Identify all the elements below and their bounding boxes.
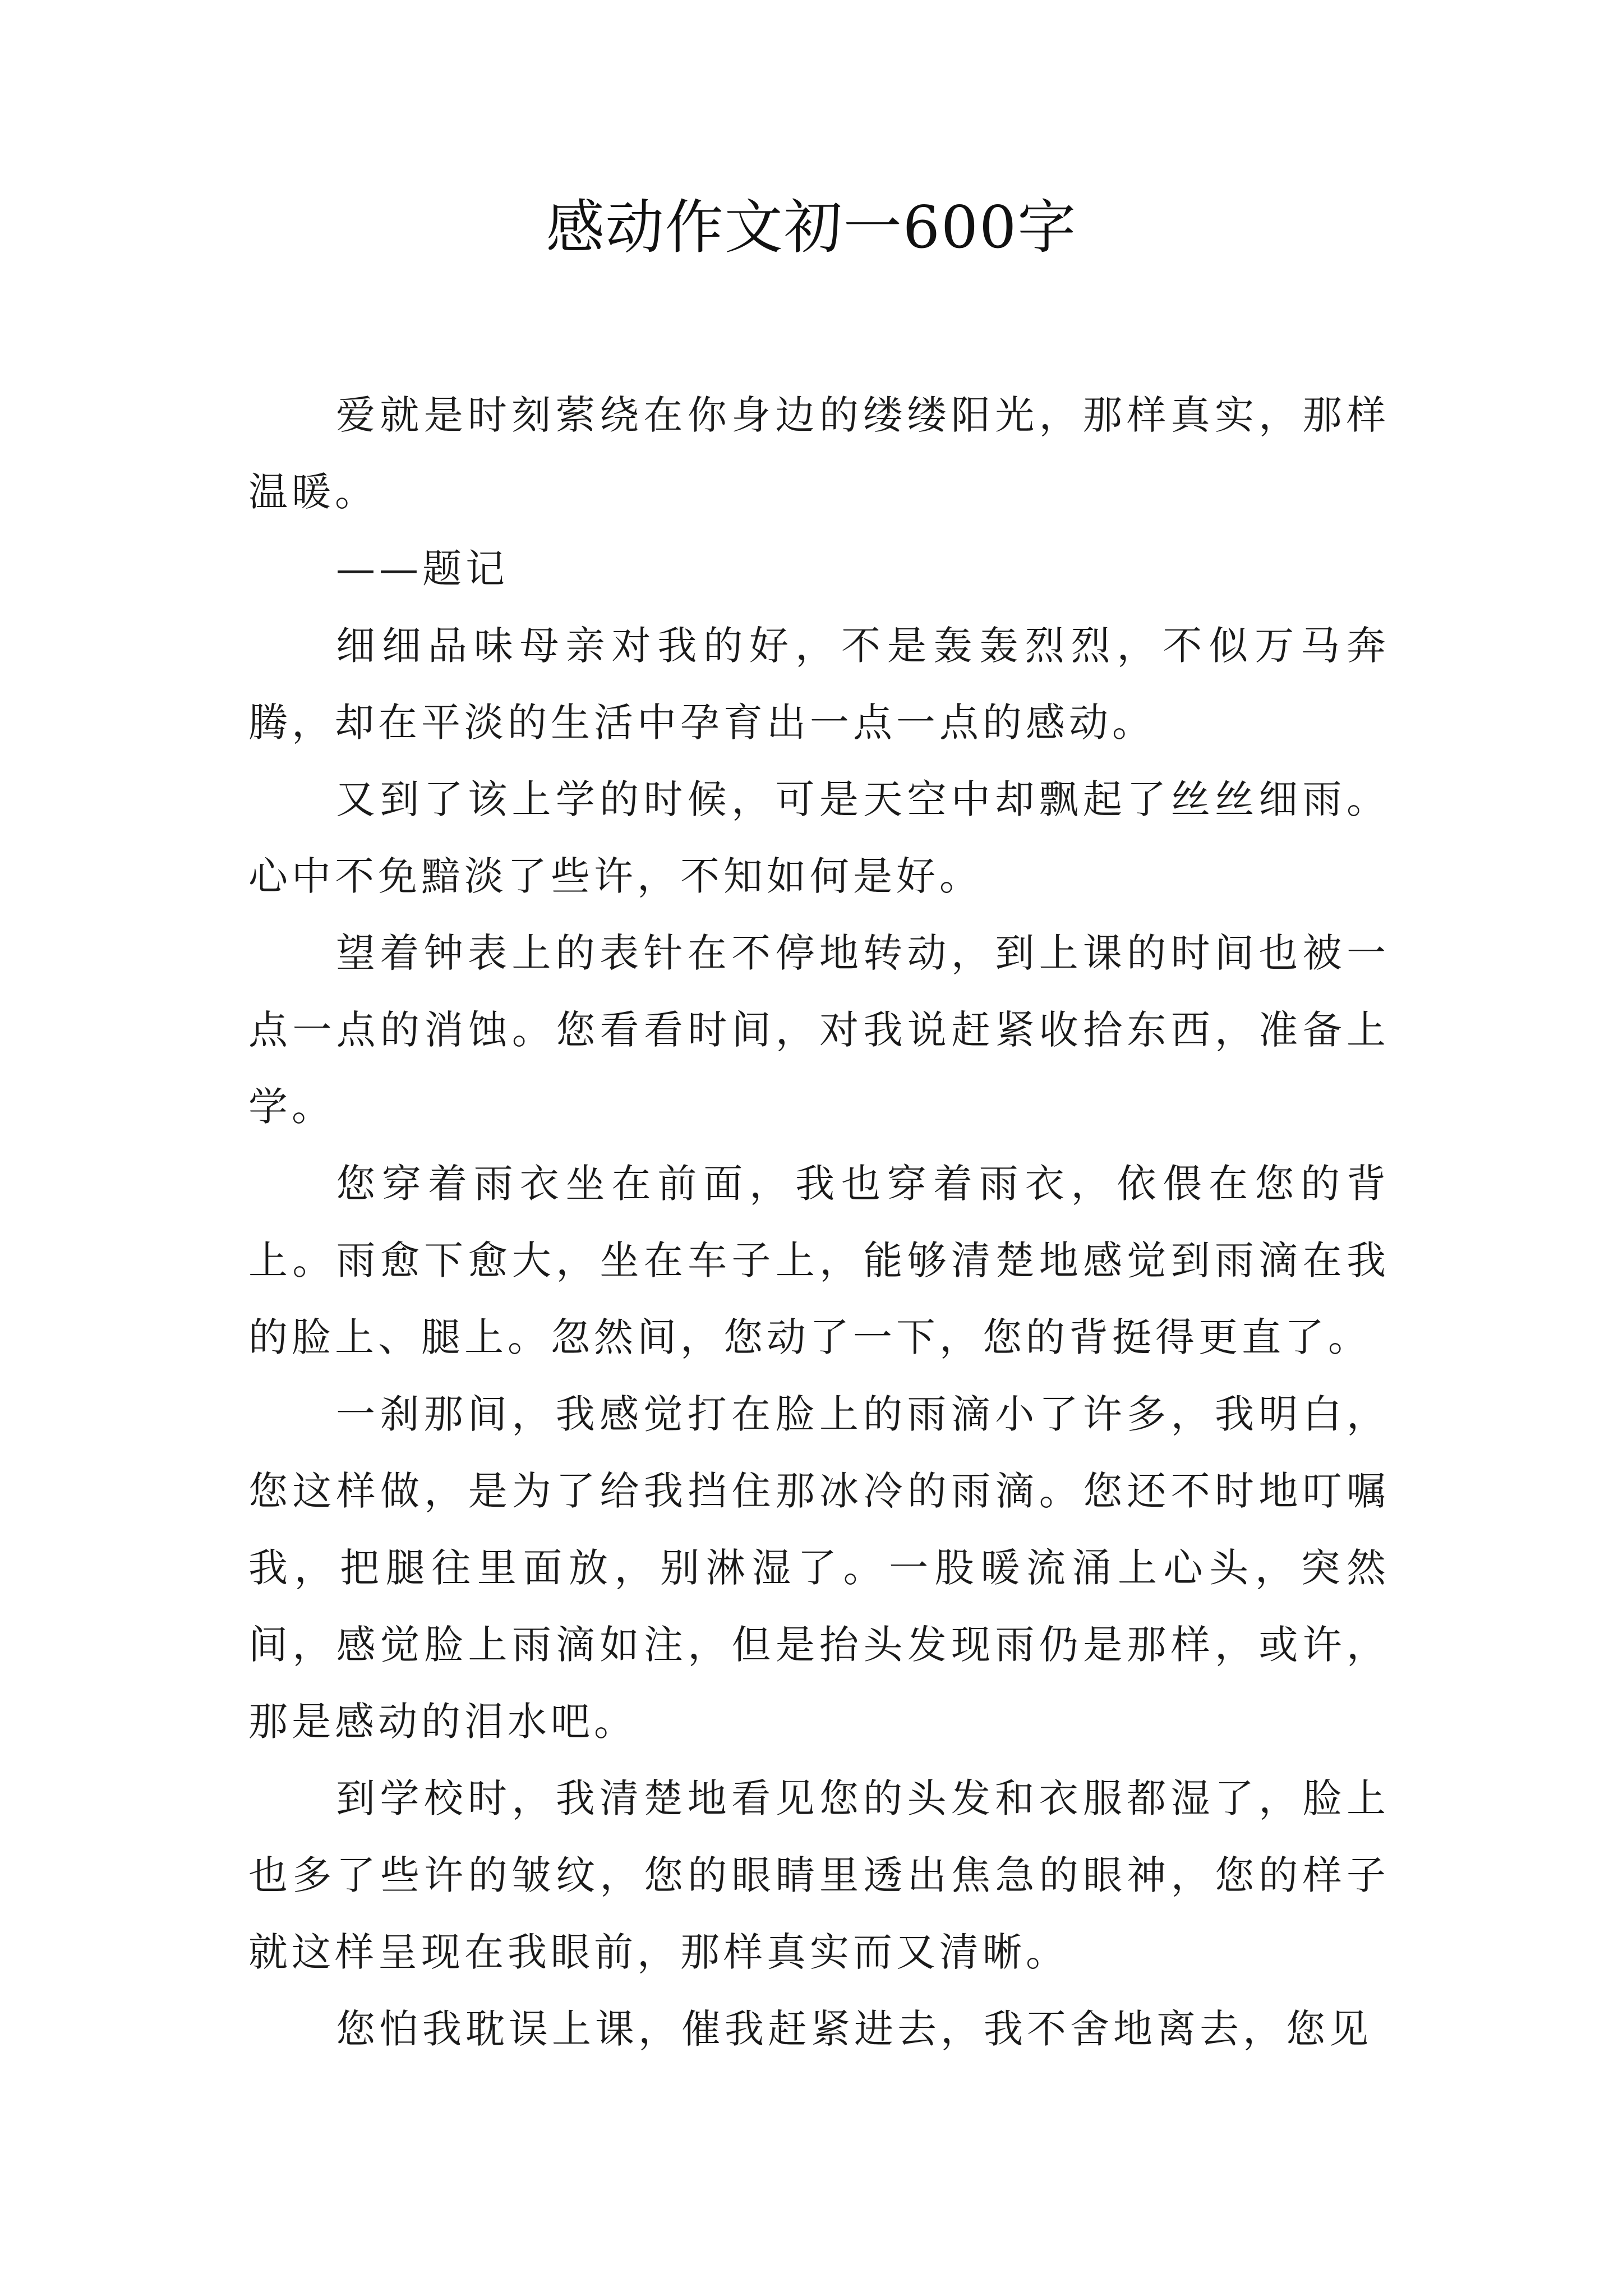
document-title: 感动作文初一600字 bbox=[546, 193, 1077, 261]
paragraph: 细细品味母亲对我的好，不是轰轰烈烈，不似万马奔腾，却在平淡的生活中孕育出一点一点的感动。 bbox=[248, 623, 1390, 746]
document-body bbox=[248, 377, 1390, 2068]
paragraph: 您穿着雨衣坐在前面，我也穿着雨衣，依偎在您的背上。雨愈下愈大，坐在车子上，能够清楚地感觉到雨滴在我的脸上、腿上。忽然间，您动了一下，您的背挺得更直了。 bbox=[248, 1161, 1390, 1360]
paragraph-epigraph: 爱就是时刻萦绕在你身边的缕缕阳光，那样真实，那样温暖。 bbox=[248, 392, 1390, 515]
paragraph: 您怕我耽误上课，催我赶紧进去，我不舍地离去，您见 bbox=[336, 2006, 1372, 2052]
paragraph: 到学校时，我清楚地看见您的头发和衣服都湿了，脸上也多了些许的皱纹，您的眼睛里透出焦急的眼神，您的样子就这样呈现在我眼前，那样真实而又清晰。 bbox=[248, 1775, 1390, 1975]
paragraph-epigraph-attribution: ——题记 bbox=[336, 546, 509, 592]
paragraph: 一刹那间，我感觉打在脸上的雨滴小了许多，我明白，您这样做，是为了给我挡住那冰冷的雨滴。您还不时地叮嘱我，把腿往里面放，别淋湿了。一股暖流涌上心头，突然间，感觉脸上雨滴如注，但是抬头发现雨仍是那样，或许，那是感动的泪水吧。 bbox=[248, 1391, 1390, 1745]
paragraph: 又到了该上学的时候，可是天空中却飘起了丝丝细雨。心中不免黯淡了些许，不知如何是好。 bbox=[248, 776, 1390, 899]
paragraph: 望着钟表上的表针在不停地转动，到上课的时间也被一点一点的消蚀。您看看时间，对我说赶紧收拾东西，准备上学。 bbox=[248, 930, 1390, 1130]
